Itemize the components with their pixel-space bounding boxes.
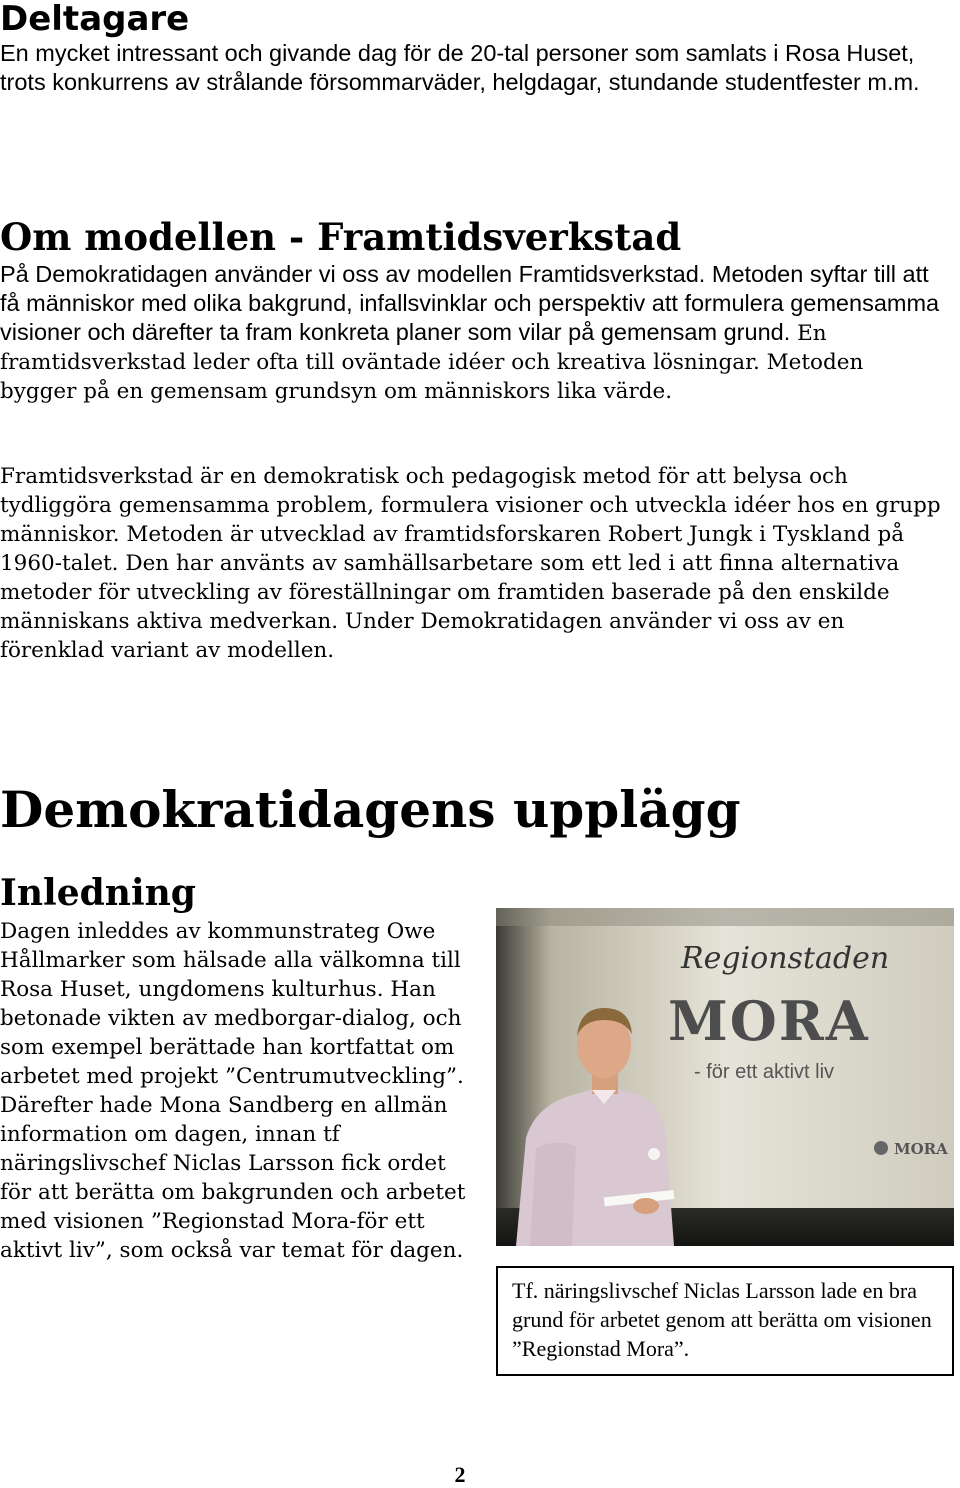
model-intro-paragraph	[0, 260, 945, 406]
slide-script-text: Regionstaden	[681, 941, 890, 976]
photo-caption: Tf. näringslivschef Niclas Larsson lade en bra grund för arbetet genom att berätta om visionen ”Regionstad Mora”.	[512, 1278, 932, 1361]
slide-title-text: MORA	[668, 989, 870, 1053]
heading-deltagare: Deltagare	[0, 0, 190, 39]
inledning-paragraph: Dagen inleddes av kommunstrateg Owe Hållmarker som hälsade alla välkomna till Rosa Huset, ungdomens kulturhus. Han betonade vikten av medborgar-dialog, och som exempel berättade han kortfattat om arbetet med projekt ”Centrumutveckling”. Därefter hade Mona Sandberg en allmän information om dagen, innan tf näringslivschef Niclas Larsson fick ordet för att berätta om bakgrunden och arbetet med visionen ”Regionstad Mora-för ett aktivt liv”, som också var temat för dagen.	[0, 919, 466, 1263]
page-number: 2	[454, 1462, 466, 1487]
heading-om-modellen: Om modellen - Framtidsverkstad	[0, 215, 682, 259]
heading-inledning: Inledning	[0, 872, 196, 914]
model-intro-sans: På Demokratidagen använder vi oss av modellen Framtidsverkstad. Metoden syftar till att få människor med olika bakgrund, infallsvinklar och perspektiv att formulera gemensamma visioner och därefter ta fram konkreta planer som vilar på gemensam grund.	[0, 261, 940, 345]
photo-caption-box	[496, 1266, 954, 1376]
model-paragraph-2: Framtidsverkstad är en demokratisk och pedagogisk metod för att belysa och tydliggöra gemensamma problem, formulera visioner och utveckla idéer hos en grupp människor. Metoden är utvecklad av framtidsforskaren Robert Jungk i Tyskland på 1960-talet. Den har använts av samhällsarbetare som ett led i att finna alternativa metoder för utveckling av föreställningar om framtiden baserade på den enskilde människans aktiva medverkan. Under Demokratidagen använder vi oss av en förenklad variant av modellen.	[0, 464, 941, 663]
model-intro-serif: En framtidsverkstad leder ofta till oväntade idéer och kreativa lösningar. Metoden bygger på en gemensam grundsyn om människors lika värde.	[0, 321, 864, 404]
speaker-photo	[496, 908, 954, 1246]
photo-illustration	[496, 908, 954, 1246]
slide-tagline-text: - för ett aktivt liv	[694, 1061, 835, 1083]
heading-upplagg: Demokratidagens upplägg	[0, 780, 741, 839]
slide-logo-text: MORA	[894, 1140, 948, 1158]
participants-paragraph: En mycket intressant och givande dag för de 20-tal personer som samlats i Rosa Huset, trots konkurrens av strålande försommarväder, helgdagar, stundande studentfester m.m.	[0, 40, 920, 95]
